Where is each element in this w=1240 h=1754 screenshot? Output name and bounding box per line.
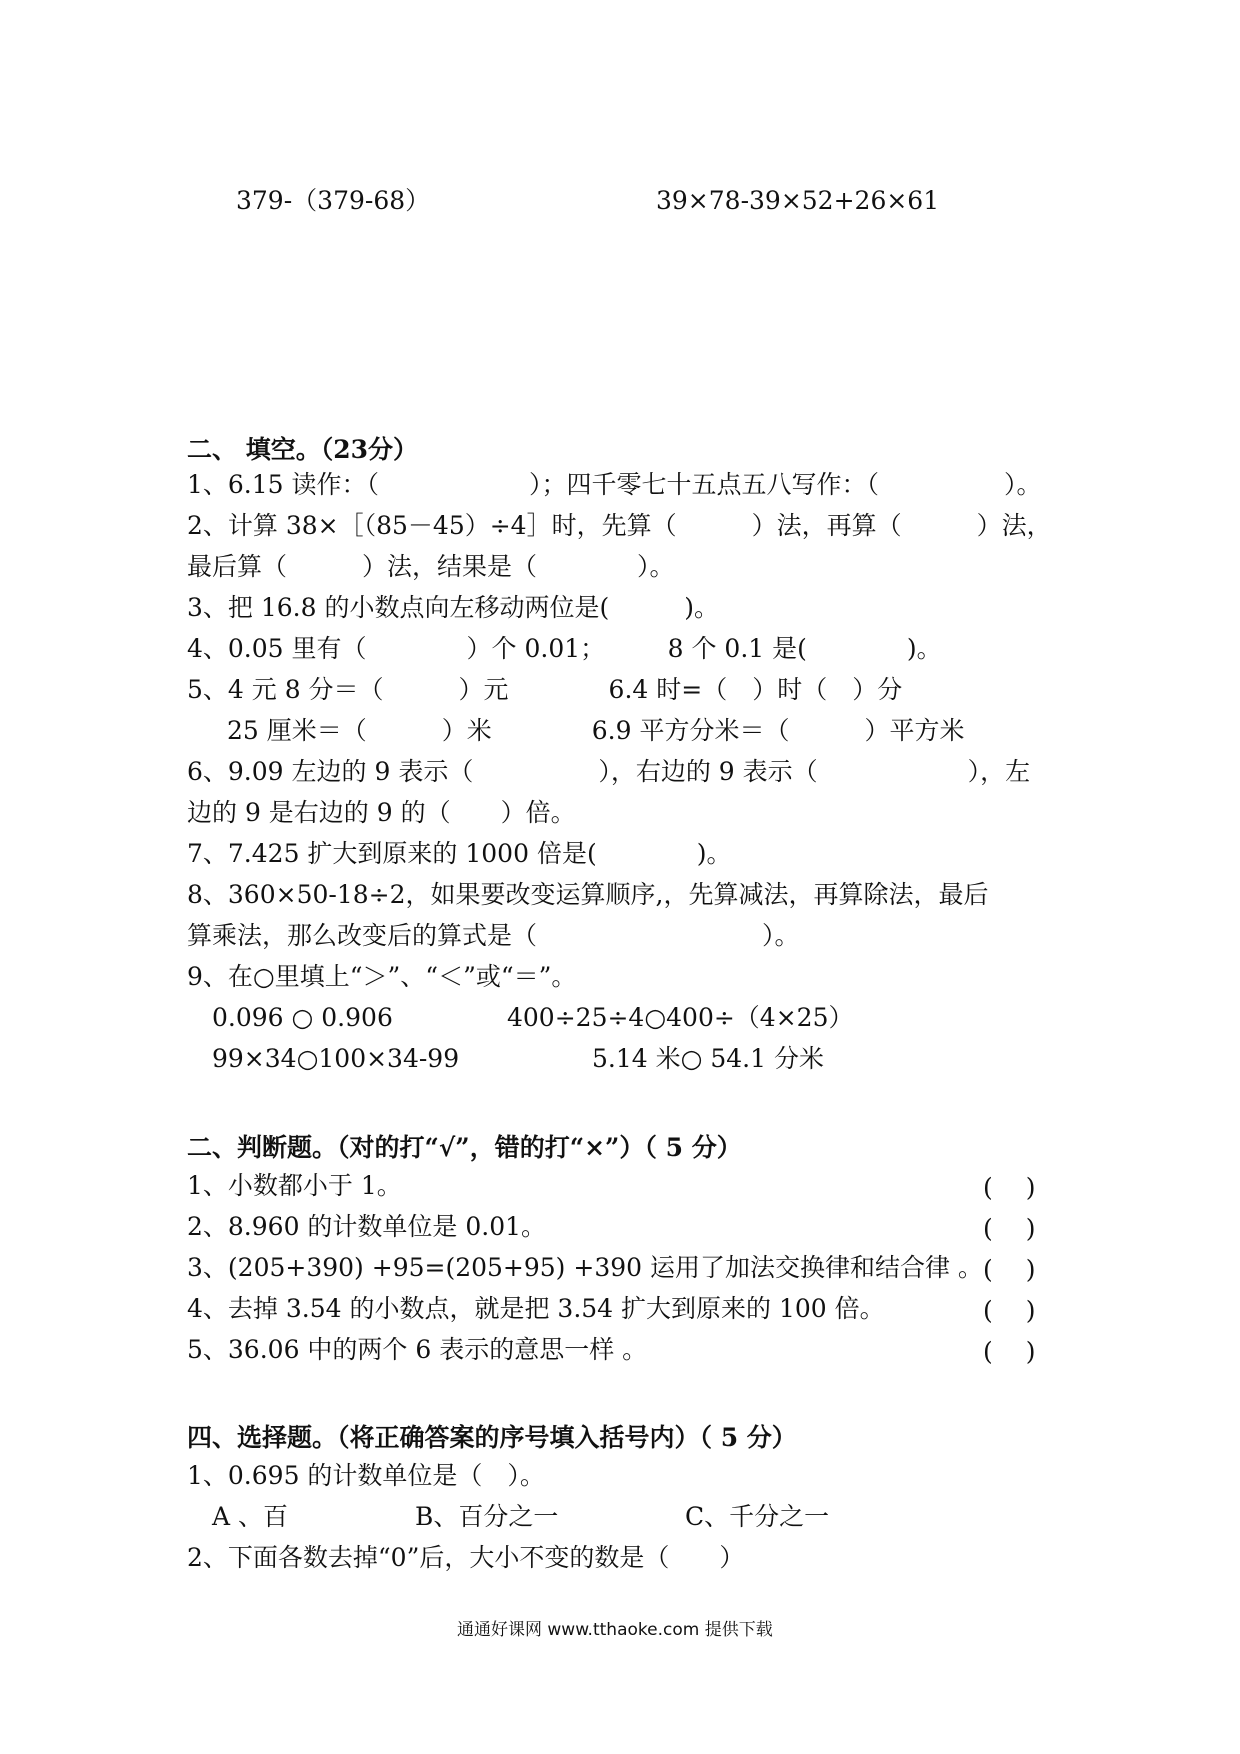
choice-q2: 2、下面各数去掉“0”后，大小不变的数是（ ） [187,1543,745,1572]
fill-q4: 4、0.05 里有（ ）个 0.01； 8 个 0.1 是( )。 [187,634,942,663]
fill-q6-line1: 6、9.09 左边的 9 表示（ ），右边的 9 表示（ ），左 [187,757,1031,786]
judge-item-4: 4、去掉 3.54 的小数点，就是把 3.54 扩大到原来的 100 倍。 [187,1294,885,1323]
section-judgement-title: 二、判断题。（对的打“√”，错的打“×”）（ 5 分） [187,1133,742,1162]
fill-q1: 1、6.15 读作：（ ）；四千零七十五点五八写作：（ ）。 [187,470,1042,499]
judge-item-5: 5、36.06 中的两个 6 表示的意思一样 。 [187,1335,648,1364]
fill-q2-line2: 最后算（ ）法，结果是（ ）。 [187,552,675,581]
judge-answer-paren: ( ) [983,1173,1036,1202]
fill-q5-line2: 25 厘米＝（ ）米 6.9 平方分米＝（ ）平方米 [227,716,965,745]
choice-q1-option-a: A 、百 [212,1502,289,1531]
judge-item-2: 2、8.960 的计数单位是 0.01。 [187,1212,547,1241]
judge-answer-paren: ( ) [983,1255,1036,1284]
judge-answer-paren: ( ) [983,1337,1036,1366]
compare-2: 400÷25÷4○400÷（4×25） [507,1003,854,1032]
calc-expression-2: 39×78-39×52+26×61 [656,186,940,215]
fill-q8-line1: 8、360×50-18÷2，如果要改变运算顺序,，先算减法，再算除法，最后 [187,880,989,909]
judge-item-1: 1、小数都小于 1。 [187,1171,402,1200]
fill-q5-line1: 5、4 元 8 分＝（ ）元 6.4 时=（ ）时（ ）分 [187,675,903,704]
compare-4: 5.14 米○ 54.1 分米 [592,1044,824,1073]
judge-answer-paren: ( ) [983,1296,1036,1325]
fill-q8-line2: 算乘法，那么改变后的算式是（ ）。 [187,921,800,950]
compare-3: 99×34○100×34-99 [212,1044,460,1073]
calc-expression-1: 379-（379-68） [236,186,431,215]
choice-q1-option-b: B、百分之一 [415,1502,559,1531]
fill-q6-line2: 边的 9 是右边的 9 的（ ）倍。 [187,798,576,827]
fill-q2-line1: 2、计算 38×［（85－45）÷4］时，先算（ ）法，再算（ ）法， [187,511,1052,540]
footer-watermark: 通通好课网 www.tthaoke.com 提供下载 [457,1620,773,1640]
fill-q9: 9、在○里填上“＞”、“＜”或“＝”。 [187,962,577,991]
fill-q7: 7、7.425 扩大到原来的 1000 倍是( )。 [187,839,732,868]
compare-1: 0.096 ○ 0.906 [212,1003,393,1032]
judge-item-3: 3、(205+390) +95=(205+95) +390 运用了加法交换律和结合律 。 [187,1253,983,1282]
choice-q1-option-c: C、千分之一 [685,1502,830,1531]
choice-q1: 1、0.695 的计数单位是（ ）。 [187,1461,545,1490]
judge-answer-paren: ( ) [983,1214,1036,1243]
section-fill-blank-title: 二、 填空。（23分） [187,435,418,464]
section-choice-title: 四、选择题。（将正确答案的序号填入括号内）（ 5 分） [187,1423,797,1452]
fill-q3: 3、把 16.8 的小数点向左移动两位是( )。 [187,593,719,622]
